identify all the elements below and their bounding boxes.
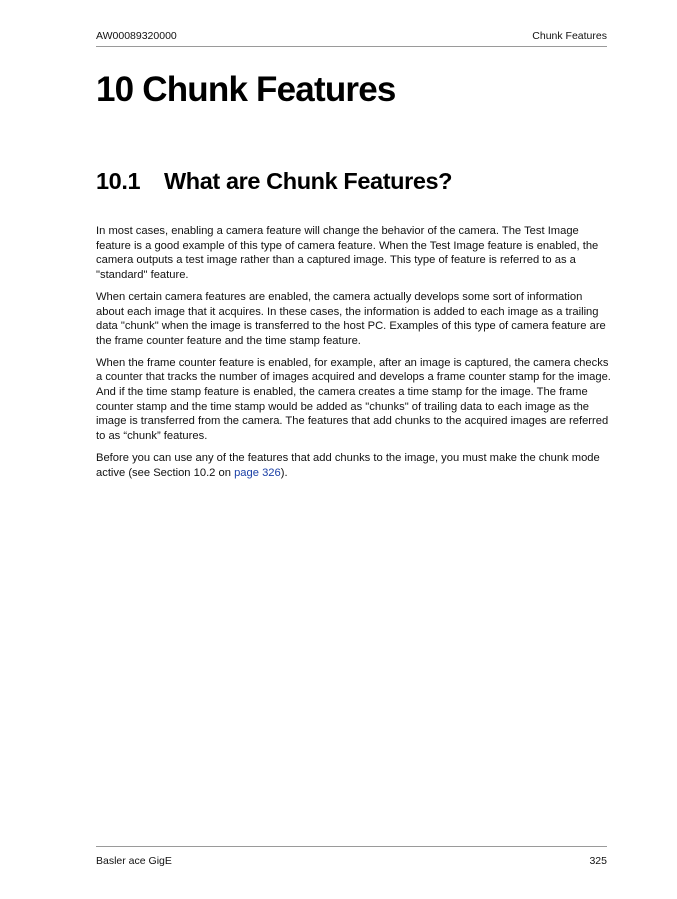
page-326-link[interactable]: page 326 [234,466,281,479]
paragraph-4-end: ). [280,466,288,479]
page-number: 325 [589,855,607,867]
section-title: What are Chunk Features? [164,168,453,194]
section-number: 10.1 [96,168,141,194]
body-text [96,224,613,487]
section-heading [96,168,452,195]
product-name: Basler ace GigE [96,855,172,867]
paragraph-1: In most cases, enabling a camera feature will change the behavior of the camera. The Test Image feature is a good example of this type of camera feature. When the Test Image feature is enabled, the camera outputs a test image rather than a captured image. This type of feature is referred to as a "standard" feature. [96,225,599,282]
running-section-title: Chunk Features [532,30,607,42]
page-footer [96,855,607,873]
paragraph-2: When certain camera features are enabled, the camera actually develops some sort of information about each image that it acquires. In these cases, the information is added to each image as a trailing data "chunk" when the image is transferred to the host PC. Examples of this type of camera feature are the frame counter feature and the time stamp feature. [96,290,606,347]
chapter-title: 10 Chunk Features [96,70,396,109]
paragraph-4-text: Before you can use any of the features that add chunks to the image, you must make the chunk mode active (see Section 10.2 on [96,451,600,479]
document-number: AW00089320000 [96,30,177,42]
header-divider [96,46,607,47]
footer-divider [96,846,607,847]
paragraph-4 [96,451,613,480]
paragraph-3: When the frame counter feature is enabled, for example, after an image is captured, the camera checks a counter that tracks the number of images acquired and develops a frame counter stamp for the image. And if the time stamp feature is enabled, the camera creates a time stamp for the image. The frame counter stamp and the time stamp would be added as "chunks" of trailing data to each image as the image is transferred from the camera. The features that add chunks to the acquired images are referred to as “chunk” features. [96,356,611,443]
